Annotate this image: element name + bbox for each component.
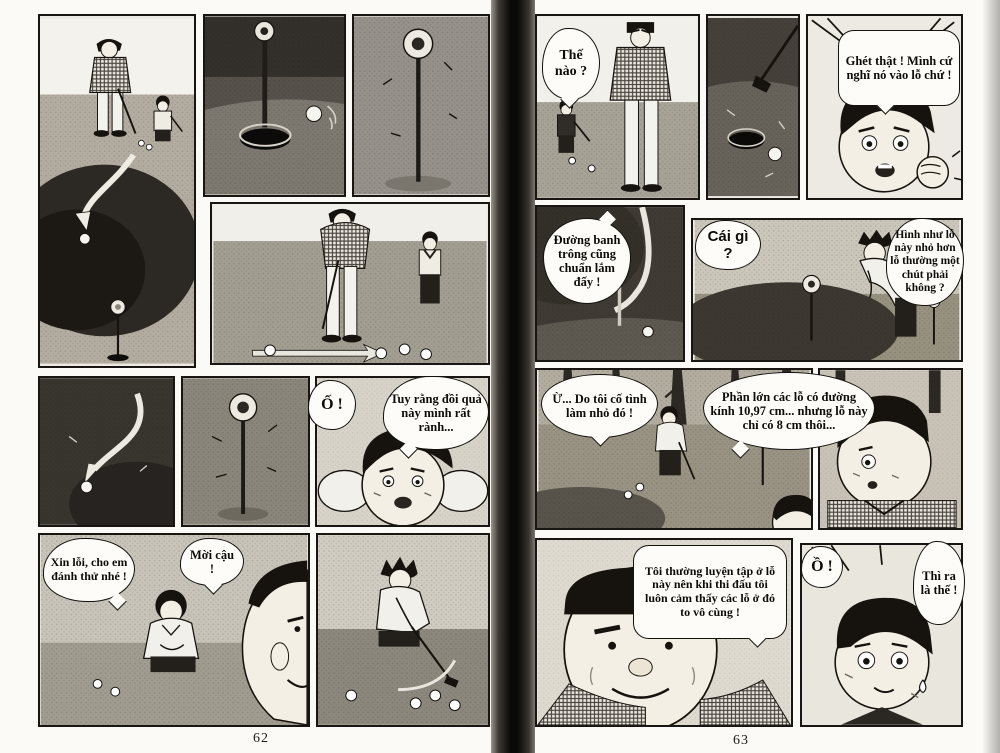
panel-pin-ticks [181,376,310,527]
golf-ball-icon [636,483,644,491]
hole-closeup-art [205,16,344,195]
panel-hole-closeup [203,14,346,197]
golf-ball-icon [265,345,276,356]
boy-shirt [828,501,956,528]
boy-swing-art [318,535,488,725]
bubble-text: Xin lỗi, cho em đánh thử nhé ! [50,555,128,583]
golf-ball-icon [569,157,576,164]
speech-bubble-o-left [308,380,356,430]
pin-art [183,378,308,525]
ear [271,643,289,670]
bubble-text: Cái gì ? [707,227,749,262]
putting-art [212,204,488,363]
golf-ball-icon [93,679,102,688]
panel-putting-practice [210,202,490,365]
pin-closeup-art [354,16,488,195]
bubble-text: Ố ! [321,395,343,413]
golf-ball-icon [138,140,144,146]
boy-mouth [868,481,878,489]
pin-shaft [416,46,420,182]
speech-bubble-toi-thuong [633,545,787,639]
bubble-text: Thì ra là thế ! [920,568,958,597]
speech-bubble-xin-loi [43,538,135,602]
speech-bubble-hinh-nhu [886,218,964,306]
bubble-text: Mời cậu ! [189,547,235,576]
golf-ball-icon [306,106,322,122]
golf-ball-icon [81,481,93,493]
bubble-text: Đường banh trông cũng chuẩn lắm đấy ! [553,232,621,290]
boy-mouth [394,497,412,509]
panel-golfer-watch-putt [38,14,196,368]
panel-ball-curving [38,376,175,527]
speech-bubble-thi-ra [913,541,965,625]
panel-pin-closeup [352,14,490,197]
page-number-left: 62 [253,731,269,746]
pin-shaft [262,32,267,127]
speech-bubble-moi-cau [180,538,244,586]
golf-ball-icon [79,233,90,244]
curve-shot-art [40,378,173,525]
bubble-text: Phần lớn các lỗ có đường kính 10,97 cm... nhưng lỗ này chỉ có 8 cm thôi... [710,389,868,433]
bubble-text: Ghét thật ! Mình cứ nghĩ nó vào lỗ chứ ! [845,53,953,82]
speech-bubble-cai-gi [695,220,761,270]
speech-bubble-o-right [801,546,843,588]
bubble-text: Hình như lỗ này nhỏ hơn lỗ thường một chút phải không ? [890,229,960,294]
panel-hole-miss [706,14,800,200]
golf-ball-icon [346,690,357,701]
golf-ball-icon [768,147,781,160]
speech-bubble-tuy-rang [383,376,489,450]
bubble-text: Ồ ! [811,557,833,575]
bubble-text: Ừ... Do tôi cố tình làm nhỏ đó ! [552,391,647,420]
pin-shaft [241,411,245,514]
speech-bubble-ghet-that [838,30,960,106]
nose [629,658,652,676]
bubble-text: Tuy rằng đồi quả này mình rất rành... [390,391,482,435]
bubble-text: Thế nào ? [554,48,588,79]
book-gutter [491,0,535,753]
panel-boy-swings [316,533,490,727]
golf-ball-icon [643,326,654,337]
bubble-text: Tôi thường luyện tập ở lỗ này nên khi thi đấu tôi luôn cảm thấy các lỗ ở đó to vô cùng ! [644,563,776,619]
page-number-right: 63 [733,733,749,748]
page-edge-shadow [982,0,1000,753]
hole-miss-art [708,16,798,198]
speech-bubble-the-nao [542,28,600,100]
golf-scene-art [40,16,194,366]
